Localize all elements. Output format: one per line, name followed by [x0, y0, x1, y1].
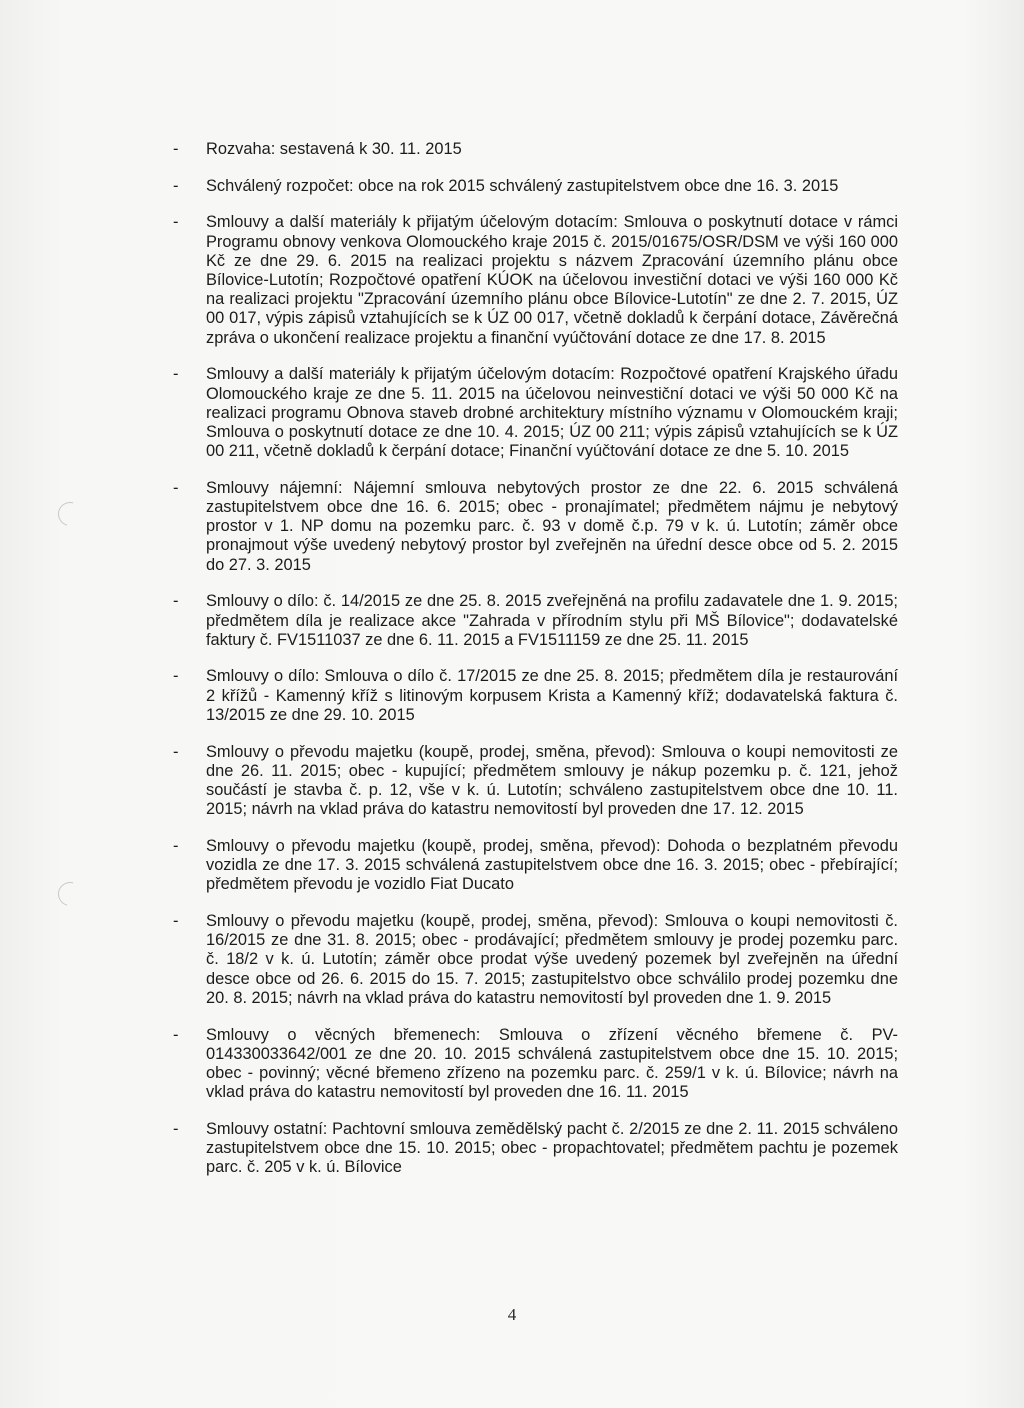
page-number: 4 — [507, 1305, 517, 1324]
list-item: - Smlouvy o věcných břemenech: Smlouva o zřízení věcného břemene č. PV-014330033642/001 ze dne 20. 10. 2015 schválená zastupitelstvem obce dne 15. 10. 2015; obec - povinný; věcné břemeno zřízeno na pozemku parc. č. 259/1 v k. ú. Bílovice; návrh na vklad práva do katastru nemovitostí byl proveden dne 16. 11. 2015 — [0, 1026, 898, 1103]
document-entry-list — [0, 140, 1024, 1195]
list-item: - Smlouvy a další materiály k přijatým účelovým dotacím: Rozpočtové opatření Krajského úřadu Olomouckého kraje ze dne 5. 11. 2015 na účelovou neinvestiční dotaci ve výši 50 000 Kč na realizaci programu Obnova staveb drobné architektury místního významu v Olomouckém kraji; Smlouva o poskytnutí dotace ze dne 10. 4. 2015; ÚZ 00 211; výpis zápisů vztahujících se k ÚZ 00 211, včetně dokladů k čerpání dotace; Finanční vyúčtování dotace ze dne 5. 10. 2015 — [0, 365, 898, 461]
list-item: - Smlouvy o převodu majetku (koupě, prodej, směna, převod): Smlouva o koupi nemovitosti č. 16/2015 ze dne 31. 8. 2015; obec - prodávající; předmětem smlouvy je prodej pozemku parc. č. 18/2 v k. ú. Lutotín; záměr obce prodat výše uvedený pozemek byl zveřejněn na úřední desce obce od 26. 6. 2015 do 15. 7. 2015; zastupitelstvo obce schválilo prodej pozemku dne 20. 8. 2015; návrh na vklad práva do katastru nemovitostí byl proveden dne 1. 9. 2015 — [0, 912, 898, 1008]
list-item: - Smlouvy ostatní: Pachtovní smlouva zemědělský pacht č. 2/2015 ze dne 2. 11. 2015 schváleno zastupitelstvem obce dne 15. 10. 2015; obec - propachtovatel; předmětem pachtu je pozemek parc. č. 205 v k. ú. Bílovice — [0, 1120, 898, 1178]
list-item: - Smlouvy nájemní: Nájemní smlouva nebytových prostor ze dne 22. 6. 2015 schválená zastupitelstvem obce dne 16. 6. 2015; obec - pronajímatel; předmětem nájmu je nebytový prostor v 1. NP domu na pozemku parc. č. 93 v domě č.p. 79 v k. ú. Lutotín; záměr obce pronajmout výše uvedený nebytový prostor byl zveřejněn na úřední desce obce od 5. 2. 2015 do 27. 3. 2015 — [0, 479, 898, 575]
list-item: - Rozvaha: sestavená k 30. 11. 2015 — [0, 140, 898, 159]
list-item: - Smlouvy a další materiály k přijatým účelovým dotacím: Smlouva o poskytnutí dotace v rámci Programu obnovy venkova Olomouckého kraje 2015 č. 2015/01675/OSR/DSM ve výši 160 000 Kč ze dne 29. 6. 2015 na realizaci projektu s názvem Zpracování územního plánu obce Bílovice-Lutotín; Rozpočtové opatření KÚOK na účelovou investiční dotaci ve výši 160 000 Kč na realizaci projektu "Zpracování územního plánu obce Bílovice-Lutotín" ze dne 2. 7. 2015, ÚZ 00 017, výpis zápisů vztahujících se k ÚZ 00 017, včetně dokladů k čerpání dotace, Závěrečná zpráva o ukončení realizace projektu a finanční vyúčtování dotace ze dne 17. 8. 2015 — [0, 213, 898, 347]
list-item: - Schválený rozpočet: obce na rok 2015 schválený zastupitelstvem obce dne 16. 3. 2015 — [0, 177, 898, 196]
list-item: - Smlouvy o převodu majetku (koupě, prodej, směna, převod): Dohoda o bezplatném převodu vozidla ze dne 17. 3. 2015 schválená zastupitelstvem obce dne 16. 3. 2015; obec - přebírající; předmětem převodu je vozidlo Fiat Ducato — [0, 837, 898, 895]
list-item: - Smlouvy o převodu majetku (koupě, prodej, směna, převod): Smlouva o koupi nemovitosti ze dne 26. 11. 2015; obec - kupující; předmětem smlouvy je nákup pozemku p. č. 121, jehož součástí je stavba č. p. 12, vše v k. ú. Lutotín; schváleno zastupitelstvem obce dne 10. 11. 2015; návrh na vklad práva do katastru nemovitostí byl proveden dne 17. 12. 2015 — [0, 743, 898, 820]
list-item: - Smlouvy o dílo: Smlouva o dílo č. 17/2015 ze dne 25. 8. 2015; předmětem díla je restaurování 2 křížů - Kamenný kříž s litinovým korpusem Krista a Kamenný kříž; dodavatelská faktura č. 13/2015 ze dne 29. 10. 2015 — [0, 667, 898, 725]
list-item: - Smlouvy o dílo: č. 14/2015 ze dne 25. 8. 2015 zveřejněná na profilu zadavatele dne 1. 9. 2015; předmětem díla je realizace akce "Zahrada v přírodním stylu při MŠ Bílovice"; dodavatelské faktury č. FV1511037 ze dne 6. 11. 2015 a FV1511159 ze dne 25. 11. 2015 — [0, 592, 898, 650]
